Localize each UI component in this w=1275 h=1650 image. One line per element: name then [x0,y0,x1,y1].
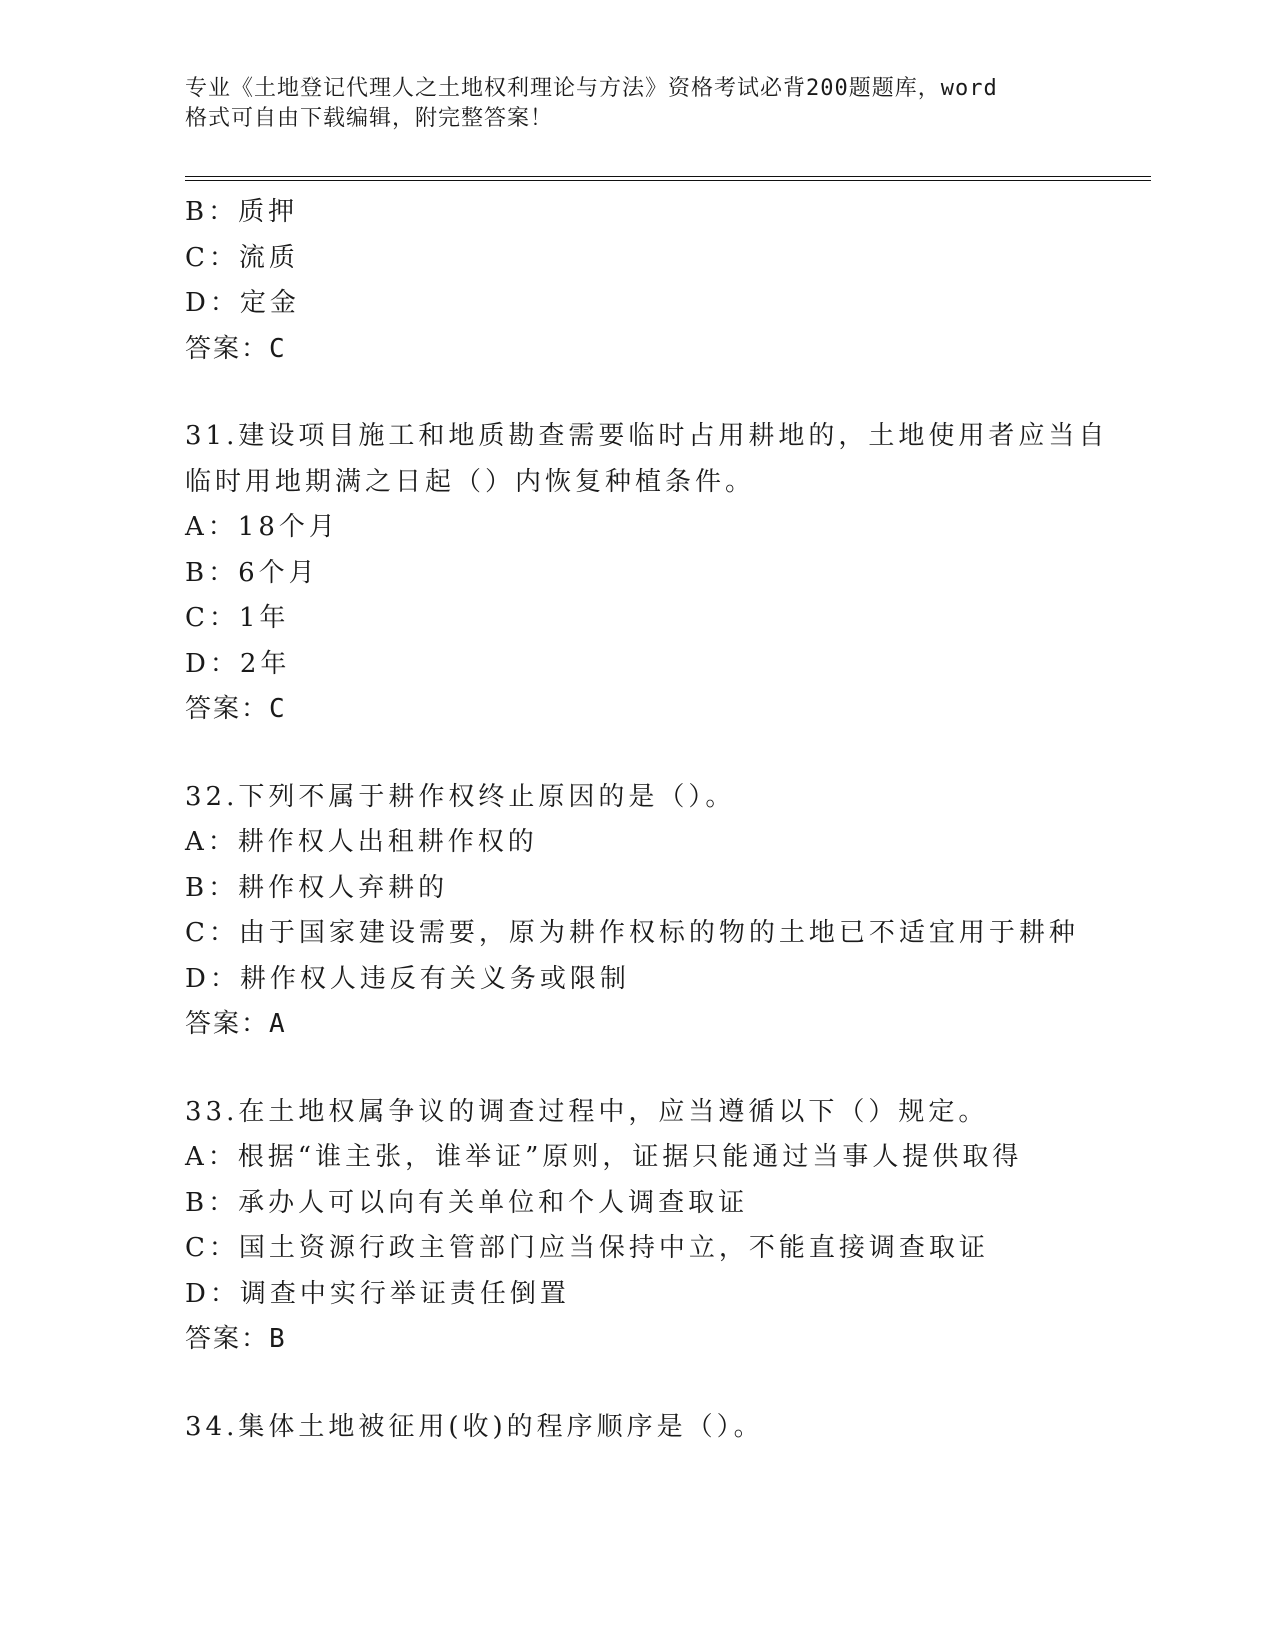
question-text-line1: 34.集体土地被征用(收)的程序顺序是（）。 [185,1411,764,1442]
option-c: C：国土资源行政主管部门应当保持中立，不能直接调查取证 [185,1233,989,1263]
option-d: D：定金 [185,288,300,318]
question-content [185,190,1109,1450]
question-text-line2: 临时用地期满之日起（）内恢复种植条件。 [185,466,756,497]
option-c: C：1年 [185,603,290,633]
question-text-line1: 33.在土地权属争议的调查过程中，应当遵循以下（）规定。 [185,1096,989,1127]
option-b: B：承办人可以向有关单位和个人调查取证 [185,1187,749,1218]
header-title-line1: 专业《土地登记代理人之土地权利理论与方法》资格考试必背200题题库，word [185,76,998,101]
option-b: B：6个月 [185,557,319,588]
question-32 [185,775,1085,1048]
option-b: B：质押 [185,197,299,227]
header-rule-thin [185,176,1151,177]
question-text-line1: 31.建设项目施工和地质勘查需要临时占用耕地的，土地使用者应当自 [185,421,1109,451]
answer-line: 答案：A [185,1009,287,1039]
option-d: D：耕作权人违反有关义务或限制 [185,963,630,994]
option-a: A：耕作权人出租耕作权的 [185,827,538,857]
question-33 [185,1090,1085,1363]
question-31 [185,414,1109,733]
document-header [185,74,1065,134]
option-d: D：2年 [185,648,291,679]
option-c: C：流质 [185,242,299,273]
answer-line: 答案：B [185,1324,287,1354]
header-title-line2: 格式可自由下载编辑，附完整答案！ [185,106,554,131]
option-c: C：由于国家建设需要，原为耕作权标的物的土地已不适宜用于耕种 [185,918,1079,948]
header-rule-thick [185,180,1151,181]
option-a: A：根据“谁主张，谁举证”原则，证据只能通过当事人提供取得 [185,1142,1023,1172]
prev-question-block [185,190,1085,372]
question-text-line1: 32.下列不属于耕作权终止原因的是（）。 [185,781,736,812]
option-a: A：18个月 [185,512,339,542]
option-b: B：耕作权人弃耕的 [185,872,449,903]
question-34 [185,1405,1085,1451]
option-d: D：调查中实行举证责任倒置 [185,1278,570,1309]
answer-line: 答案：C [185,333,287,364]
answer-line: 答案：C [185,694,287,724]
